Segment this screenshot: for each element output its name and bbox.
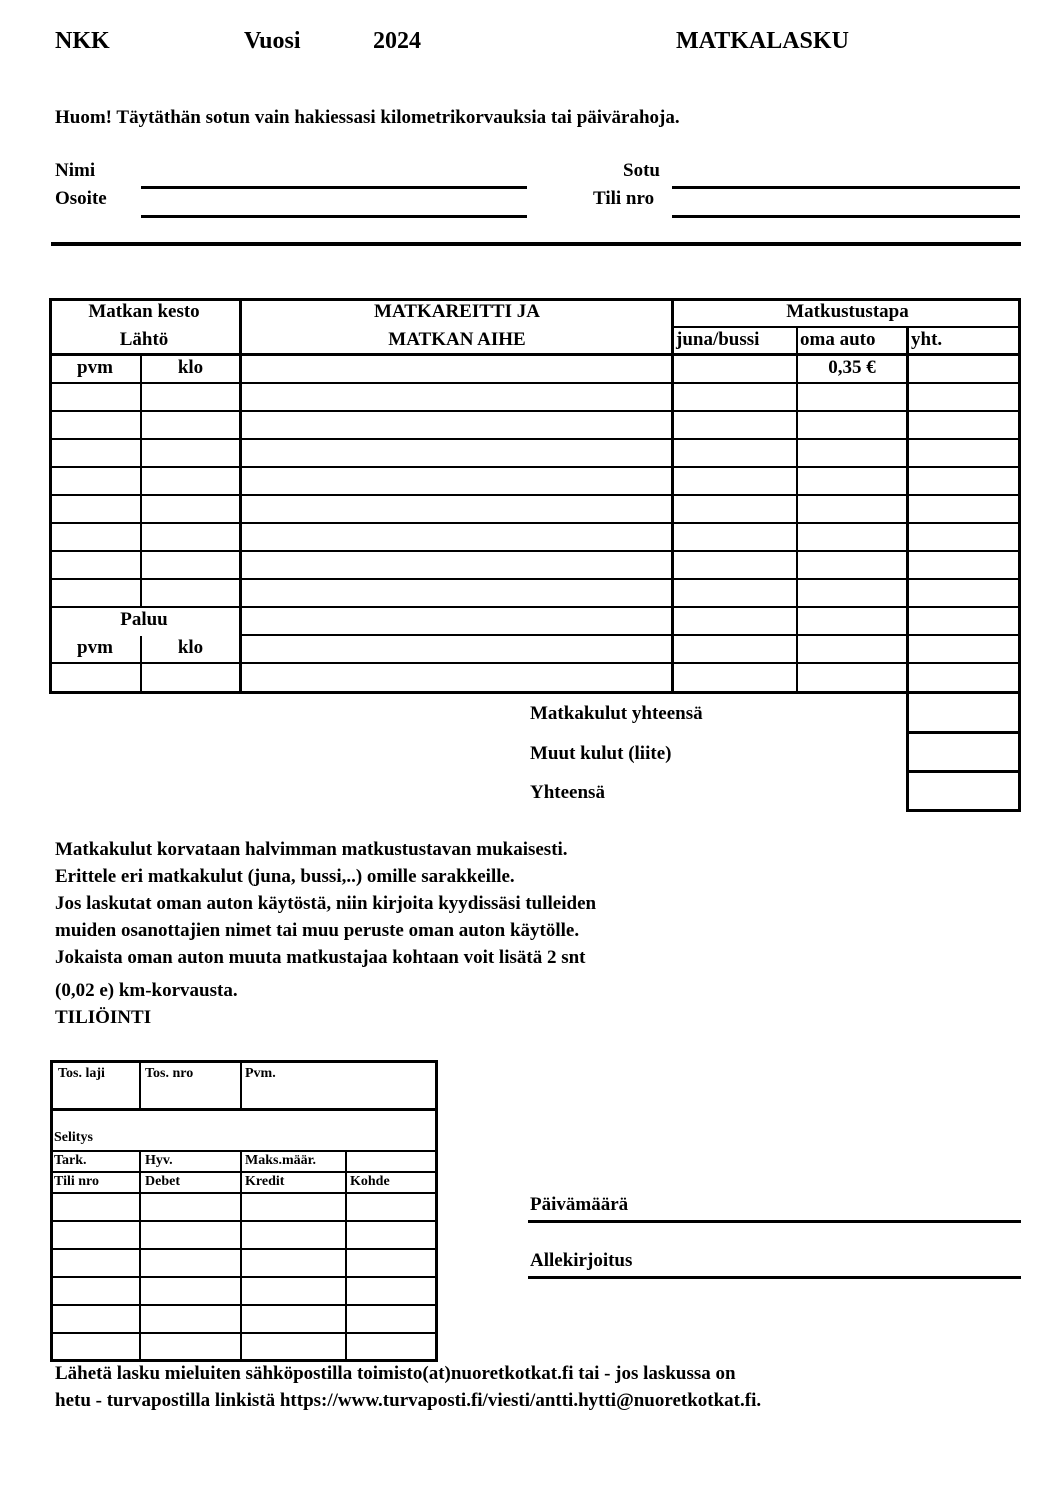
voucher-no-label: Tos. nro (145, 1066, 194, 1081)
instruction-line: Erittele eri matkakulut (juna, bussi,..) omille sarakkeille. (55, 866, 515, 887)
date-label: Päivämäärä (530, 1194, 629, 1215)
table-divider (49, 353, 1021, 356)
route-header-line1: MATKAREITTI JA (374, 301, 540, 322)
accounting-table (50, 1060, 438, 1362)
table-divider (50, 1192, 438, 1194)
debit-label: Debet (145, 1174, 180, 1189)
table-divider (50, 1171, 438, 1173)
grand-total-label: Yhteensä (530, 782, 605, 803)
date-field[interactable] (528, 1220, 1021, 1223)
header-divider (51, 242, 1021, 246)
instruction-line: Matkakulut korvataan halvimman matkustustavan mukaisesti. (55, 839, 568, 860)
explanation-label: Selitys (54, 1130, 93, 1145)
approved-label: Hyv. (145, 1153, 173, 1168)
instruction-line: Jokaista oman auton muuta matkustajaa kohtaan voit lisätä 2 snt (55, 947, 586, 968)
instruction-line: Jos laskutat oman auton käytöstä, niin kirjoita kyydissäsi tulleiden (55, 893, 597, 914)
org-name: NKK (55, 28, 110, 54)
duration-header: Matkan kesto (88, 301, 200, 322)
voucher-date-label: Pvm. (245, 1066, 276, 1081)
signature-field[interactable] (528, 1276, 1021, 1279)
table-row (49, 550, 1021, 552)
table-row (50, 1248, 438, 1250)
address-label: Osoite (55, 188, 107, 209)
departure-header: Lähtö (119, 329, 169, 350)
signature-label: Allekirjoitus (530, 1250, 633, 1271)
sotu-label: Sotu (623, 160, 660, 181)
total-header: yht. (911, 329, 943, 350)
table-divider (671, 326, 1021, 328)
year-label: Vuosi (244, 28, 301, 54)
travel-costs-field[interactable] (906, 731, 1021, 734)
table-row (50, 1276, 438, 1278)
table-row (50, 1332, 438, 1334)
table-row (49, 522, 1021, 524)
car-rate: 0,35 € (828, 357, 876, 378)
other-costs-label: Muut kulut (liite) (530, 743, 672, 764)
other-costs-field[interactable] (906, 770, 1021, 773)
own-car-header: oma auto (800, 329, 876, 350)
table-divider (140, 354, 142, 608)
return-header: Paluu (120, 609, 168, 630)
table-row (49, 410, 1021, 412)
account-no-label: Tili nro (54, 1174, 100, 1189)
table-row (50, 1220, 438, 1222)
table-divider (50, 1150, 438, 1152)
table-divider (50, 1108, 438, 1111)
table-row (49, 438, 1021, 440)
table-row (49, 662, 1021, 664)
return-time-header: klo (177, 637, 204, 658)
name-field[interactable] (141, 186, 527, 189)
route-header-line2: MATKAN AIHE (388, 329, 526, 350)
table-row (49, 578, 1021, 580)
travel-mode-header: Matkustustapa (786, 301, 909, 322)
travel-costs-label: Matkakulut yhteensä (530, 703, 703, 724)
table-row (239, 634, 1021, 636)
departure-date-header: pvm (77, 357, 113, 378)
footer-line: Lähetä lasku mieluiten sähköpostilla toimisto(at)nuoretkotkat.fi tai - jos laskussa on (55, 1363, 736, 1384)
departure-time-header: klo (177, 357, 204, 378)
table-divider (240, 1150, 242, 1362)
instruction-line: (0,02 e) km-korvausta. (55, 980, 238, 1001)
table-row (49, 466, 1021, 468)
accounting-heading: TILIÖINTI (55, 1007, 152, 1028)
totals-box (906, 692, 1021, 812)
table-row (49, 494, 1021, 496)
sotu-notice: Huom! Täytäthän sotun vain hakiessasi kilometrikorvauksia tai päivärahoja. (55, 107, 680, 128)
return-date-header: pvm (77, 637, 113, 658)
table-divider (240, 1060, 242, 1110)
table-row (49, 382, 1021, 384)
train-bus-header: juna/bussi (676, 329, 760, 350)
voucher-type-label: Tos. laji (58, 1066, 105, 1081)
account-field[interactable] (672, 215, 1020, 218)
instruction-line: muiden osanottajien nimet tai muu peruste oman auton käytölle. (55, 920, 580, 941)
table-divider (139, 1060, 141, 1110)
table-divider (139, 1150, 141, 1362)
target-label: Kohde (350, 1174, 390, 1189)
checked-label: Tark. (54, 1153, 87, 1168)
table-divider (345, 1150, 347, 1362)
table-row (50, 1304, 438, 1306)
document-title: MATKALASKU (676, 28, 849, 54)
year-value: 2024 (373, 28, 421, 54)
footer-line: hetu - turvapostilla linkistä https://www.turvaposti.fi/viesti/antti.hytti@nuoretkotkat.fi. (55, 1390, 762, 1411)
credit-label: Kredit (245, 1174, 285, 1189)
address-field[interactable] (141, 215, 527, 218)
payment-order-label: Maks.määr. (245, 1153, 317, 1168)
sotu-field[interactable] (672, 186, 1020, 189)
account-label: Tili nro (593, 188, 655, 209)
table-row (49, 606, 1021, 608)
name-label: Nimi (55, 160, 96, 181)
